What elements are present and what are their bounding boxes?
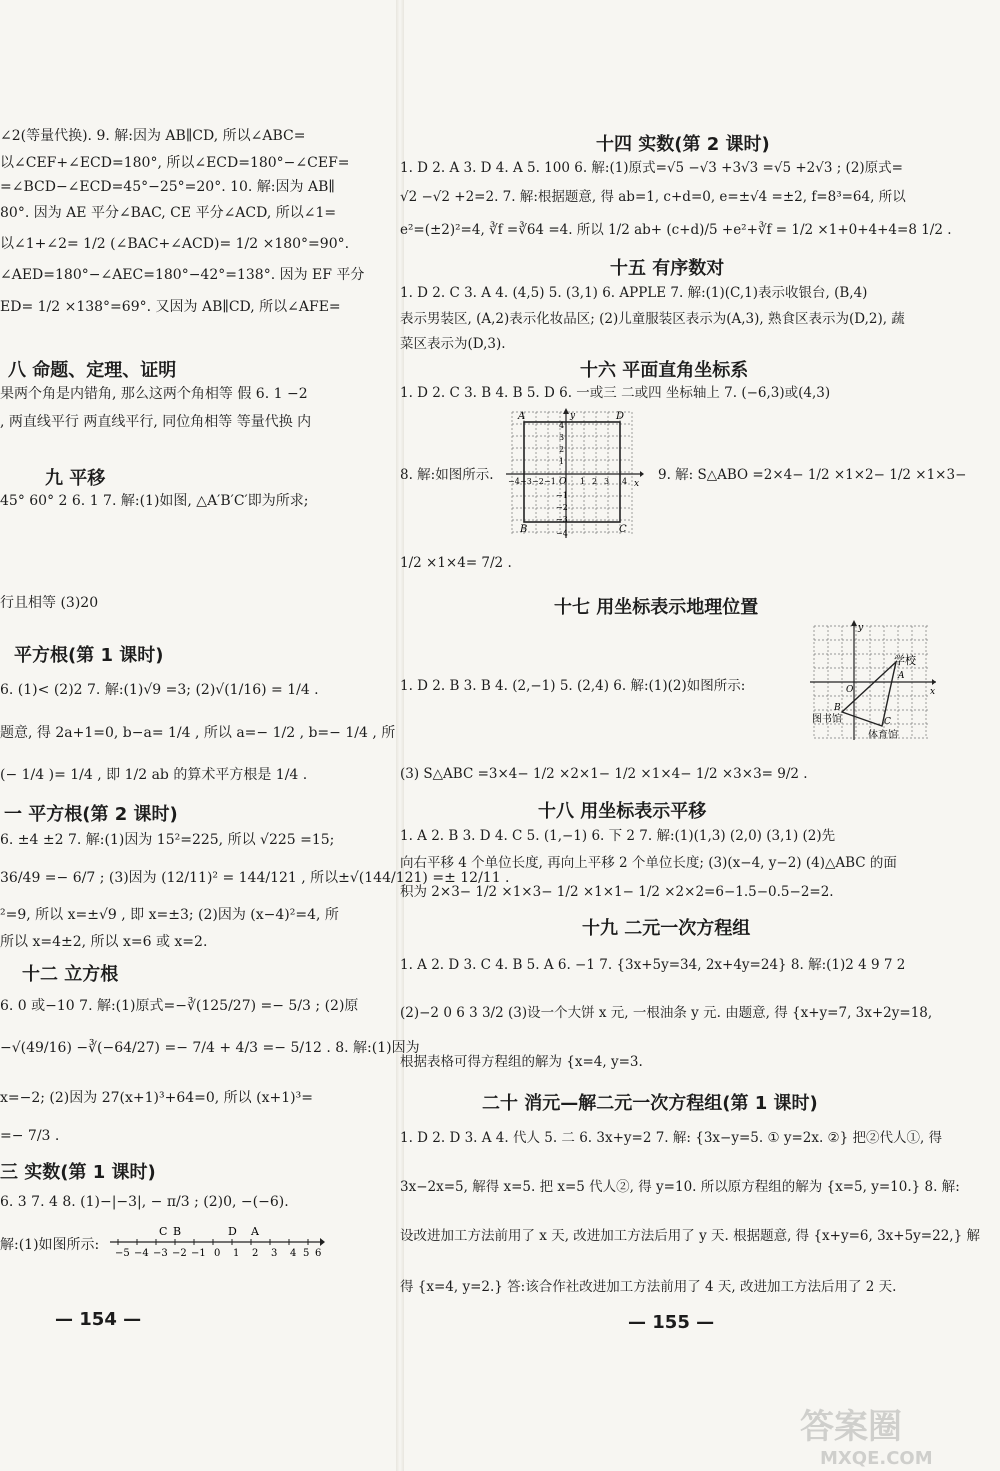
svg-text:3: 3 xyxy=(559,433,565,442)
answer-line: 以∠CEF+∠ECD=180°, 所以∠ECD=180°−∠CEF= xyxy=(0,155,350,171)
tick-label: −5 xyxy=(115,1248,130,1259)
section-heading: 十二 立方根 xyxy=(22,964,119,985)
svg-text:体育馆: 体育馆 xyxy=(868,730,898,741)
answer-line: 积为 2×3− 1/2 ×1×3− 1/2 ×1×1− 1/2 ×2×2=6−1.5−0.5−2=2. xyxy=(400,884,834,900)
tick-label: 5 xyxy=(303,1248,310,1259)
section-heading: 三 实数(第 1 课时) xyxy=(0,1162,156,1183)
svg-text:−4: −4 xyxy=(508,477,520,486)
svg-text:B: B xyxy=(520,524,528,535)
svg-text:−3: −3 xyxy=(520,477,532,486)
answer-line: 80°. 因为 AE 平分∠BAC, CE 平分∠ACD, 所以∠1= xyxy=(0,205,337,221)
answer-line: ∠AED=180°−∠AEC=180°−42°=138°. 因为 EF 平分 xyxy=(0,267,365,283)
answer-line: (2)−2 0 6 3 3/2 (3)设一个大饼 x 元, 一根油条 y 元. 由题意, 得 {x+y=7, 3x+2y=18, xyxy=(400,1005,933,1021)
svg-text:−3: −3 xyxy=(556,515,568,524)
answer-line: 向右平移 4 个单位长度, 再向上平移 2 个单位长度; (3)(x−4, y−2) (4)△ABC 的面 xyxy=(400,855,897,871)
answer-line: 9. 解: S△ABO =2×4− 1/2 ×1×2− 1/2 ×1×3− xyxy=(658,467,967,483)
tick-label: 0 xyxy=(214,1248,221,1259)
svg-text:x: x xyxy=(930,687,936,697)
answer-line: 1. D 2. C 3. A 4. (4,5) 5. (3,1) 6. APPLE 7. 解:(1)(C,1)表示收银台, (B,4) xyxy=(400,285,868,301)
tick-label: 1 xyxy=(233,1248,240,1259)
section-heading: 十七 用坐标表示地理位置 xyxy=(554,597,759,618)
arrow-icon xyxy=(563,408,569,414)
svg-text:−2: −2 xyxy=(532,477,544,486)
svg-text:C: C xyxy=(619,524,627,535)
svg-text:−1: −1 xyxy=(544,477,556,486)
svg-text:−4: −4 xyxy=(556,529,568,538)
tick-label: 6 xyxy=(315,1248,322,1259)
svg-text:MXQE.COM: MXQE.COM xyxy=(820,1448,933,1469)
tick-label: −1 xyxy=(191,1248,206,1259)
svg-text:答案圈: 答案圈 xyxy=(800,1407,902,1447)
tick-label: −2 xyxy=(172,1248,187,1259)
number-line-figure xyxy=(110,1222,325,1262)
answer-line: (3) S△ABC =3×4− 1/2 ×2×1− 1/2 ×1×4− 1/2 ×3×3= 9/2 . xyxy=(400,766,808,782)
answer-line: 8. 解:如图所示. xyxy=(400,467,494,483)
answer-line: =− 7/3 . xyxy=(0,1128,60,1144)
answer-line: 1. D 2. C 3. B 4. B 5. D 6. 一或三 二或四 坐标轴上 7. (−6,3)或(4,3) xyxy=(400,385,831,401)
point-label: D xyxy=(228,1225,237,1238)
svg-text:4: 4 xyxy=(622,477,628,486)
answer-line: =∠BCD−∠ECD=45°−25°=20°. 10. 解:因为 AB∥ xyxy=(0,179,335,195)
arrow-icon xyxy=(932,679,936,685)
tick-label: 3 xyxy=(271,1248,278,1259)
answer-line: (− 1/4 )= 1/4 , 即 1/2 ab 的算术平方根是 1/4 . xyxy=(0,767,308,783)
answer-line: √2 −√2 +2=2. 7. 解:根据题意, 得 ab=1, c+d=0, e=±√4 =±2, f=8³=64, 所以 xyxy=(400,189,906,205)
svg-text:O: O xyxy=(846,685,854,695)
svg-text:C: C xyxy=(884,717,891,727)
tick-label: 2 xyxy=(252,1248,259,1259)
watermark-logo xyxy=(790,1400,990,1468)
svg-text:2: 2 xyxy=(592,477,598,486)
answer-line: , 两直线平行 两直线平行, 同位角相等 等量代换 内 xyxy=(0,414,312,430)
svg-text:y: y xyxy=(858,623,864,633)
arrow-icon xyxy=(640,471,644,477)
svg-text:−1: −1 xyxy=(556,491,568,500)
svg-text:O: O xyxy=(559,477,567,487)
answer-line: 1. D 2. B 3. B 4. (2,−1) 5. (2,4) 6. 解:(1)(2)如图所示: xyxy=(400,678,746,694)
answer-line: 1. D 2. D 3. A 4. 代人 5. 二 6. 3x+y=2 7. 解: {3x−y=5. ① y=2x. ②} 把②代人①, 得 xyxy=(400,1130,943,1146)
section-heading: 十六 平面直角坐标系 xyxy=(580,360,749,381)
answer-line: 得 {x=4, y=2.} 答:该合作社改进加工方法前用了 4 天, 改进加工方法后用了 2 天. xyxy=(400,1279,897,1295)
point-label: B xyxy=(173,1225,182,1238)
answer-line: 行且相等 (3)20 xyxy=(0,595,99,611)
section-heading: 十八 用坐标表示平移 xyxy=(538,801,707,822)
answer-line: x=−2; (2)因为 27(x+1)³+64=0, 所以 (x+1)³= xyxy=(0,1090,313,1106)
answer-line: 6. ±4 ±2 7. 解:(1)因为 15²=225, 所以 √225 =15; xyxy=(0,832,335,848)
svg-text:1: 1 xyxy=(580,477,586,486)
tick-label: −3 xyxy=(153,1248,168,1259)
svg-text:B: B xyxy=(834,703,841,713)
arrow-icon xyxy=(851,620,857,626)
svg-text:2: 2 xyxy=(559,445,565,454)
answer-line: 设改进加工方法前用了 x 天, 改进加工方法后用了 y 天. 根据题意, 得 {x+y=6, 3x+5y=22,} 解 xyxy=(400,1228,980,1244)
answer-line: ²=9, 所以 x=±√9 , 即 x=±3; (2)因为 (x−4)²=4, 所 xyxy=(0,907,339,923)
answer-line: 1. A 2. B 3. D 4. C 5. (1,−1) 6. 下 2 7. 解:(1)(1,3) (2,0) (3,1) (2)先 xyxy=(400,828,836,844)
svg-text:−2: −2 xyxy=(556,503,568,512)
map-grid-figure xyxy=(810,620,940,742)
page-number: — 154 — xyxy=(55,1309,142,1330)
answer-line: 根据表格可得方程组的解为 {x=4, y=3. xyxy=(400,1054,643,1070)
svg-text:D: D xyxy=(616,411,625,422)
coordinate-grid-figure xyxy=(504,408,644,540)
svg-text:4: 4 xyxy=(559,421,565,430)
answer-line: 3x−2x=5, 解得 x=5. 把 x=5 代人②, 得 y=10. 所以原方程组的解为 {x=5, y=10.} 8. 解: xyxy=(400,1179,960,1195)
section-heading: 平方根(第 1 课时) xyxy=(14,645,164,666)
section-heading: 二十 消元—解二元一次方程组(第 1 课时) xyxy=(482,1093,818,1114)
answer-line: 解:(1)如图所示: xyxy=(0,1237,100,1253)
answer-line: 菜区表示为(D,3). xyxy=(400,336,506,352)
tick-label: −4 xyxy=(134,1248,149,1259)
section-heading: 十九 二元一次方程组 xyxy=(582,918,751,939)
answer-line: 6. 3 7. 4 8. (1)−|−3|, − π/3 ; (2)0, −(−6). xyxy=(0,1194,289,1210)
svg-text:图书馆: 图书馆 xyxy=(812,714,842,725)
svg-text:x: x xyxy=(634,479,640,489)
answer-line: ED= 1/2 ×138°=69°. 又因为 AB∥CD, 所以∠AFE= xyxy=(0,299,341,315)
svg-text:1: 1 xyxy=(559,457,565,466)
answer-line: 45° 60° 2 6. 1 7. 解:(1)如图, △A′B′C′即为所求; xyxy=(0,493,309,509)
section-heading: 八 命题、定理、证明 xyxy=(8,360,177,381)
svg-text:A: A xyxy=(898,671,905,681)
section-heading: 一 平方根(第 2 课时) xyxy=(4,804,178,825)
answer-line: e²=(±2)²=4, ∛f =∛64 =4. 所以 1/2 ab+ (c+d)/5 +e²+∛f = 1/2 ×1+0+4+4=8 1/2 . xyxy=(400,222,952,238)
section-heading: 十四 实数(第 2 课时) xyxy=(596,134,770,155)
right-page xyxy=(400,0,1000,1471)
tick-label: 4 xyxy=(290,1248,297,1259)
section-heading: 十五 有序数对 xyxy=(610,258,725,279)
point-label: C xyxy=(159,1225,168,1238)
answer-line: 36/49 =− 6/7 ; (3)因为 (12/11)² = 144/121 , 所以±√(144/121) =± 12/11 . xyxy=(0,870,510,886)
answer-line: 以∠1+∠2= 1/2 (∠BAC+∠ACD)= 1/2 ×180°=90°. xyxy=(0,236,350,252)
answer-line: 表示男装区, (A,2)表示化妆品区; (2)儿童服装区表示为(A,3), 熟食区表示为(D,2), 蔬 xyxy=(400,311,905,327)
svg-text:y: y xyxy=(570,411,576,421)
answer-line: 所以 x=4±2, 所以 x=6 或 x=2. xyxy=(0,934,208,950)
answer-line: 题意, 得 2a+1=0, b−a= 1/4 , 所以 a=− 1/2 , b=− 1/4 , 所 xyxy=(0,725,396,741)
page-number: — 155 — xyxy=(628,1312,715,1333)
answer-line: 6. (1)< (2)2 7. 解:(1)√9 =3; (2)√(1/16) = 1/4 . xyxy=(0,682,319,698)
arrow-icon xyxy=(320,1238,325,1246)
svg-text:3: 3 xyxy=(604,477,610,486)
answer-line: 1. D 2. A 3. D 4. A 5. 100 6. 解:(1)原式=√5 −√3 +3√3 =√5 +2√3 ; (2)原式= xyxy=(400,160,903,176)
svg-text:学校: 学校 xyxy=(894,654,916,667)
answer-line: −√(49/16) −∛(−64/27) =− 7/4 + 4/3 =− 5/12 . 8. 解:(1)因为 xyxy=(0,1040,420,1056)
section-heading: 九 平移 xyxy=(45,468,106,489)
point-label: A xyxy=(251,1225,259,1238)
answer-line: 6. 0 或−10 7. 解:(1)原式=−∛(125/27) =− 5/3 ; (2)原 xyxy=(0,998,359,1014)
answer-line: 1. A 2. D 3. C 4. B 5. A 6. −1 7. {3x+5y=34, 2x+4y=24} 8. 解:(1)2 4 9 7 2 xyxy=(400,957,906,973)
answer-line: 果两个角是内错角, 那么这两个角相等 假 6. 1 −2 xyxy=(0,386,308,402)
answer-line: ∠2(等量代换). 9. 解:因为 AB∥CD, 所以∠ABC= xyxy=(0,128,306,144)
svg-text:A: A xyxy=(518,411,526,422)
answer-line: 1/2 ×1×4= 7/2 . xyxy=(400,555,512,571)
